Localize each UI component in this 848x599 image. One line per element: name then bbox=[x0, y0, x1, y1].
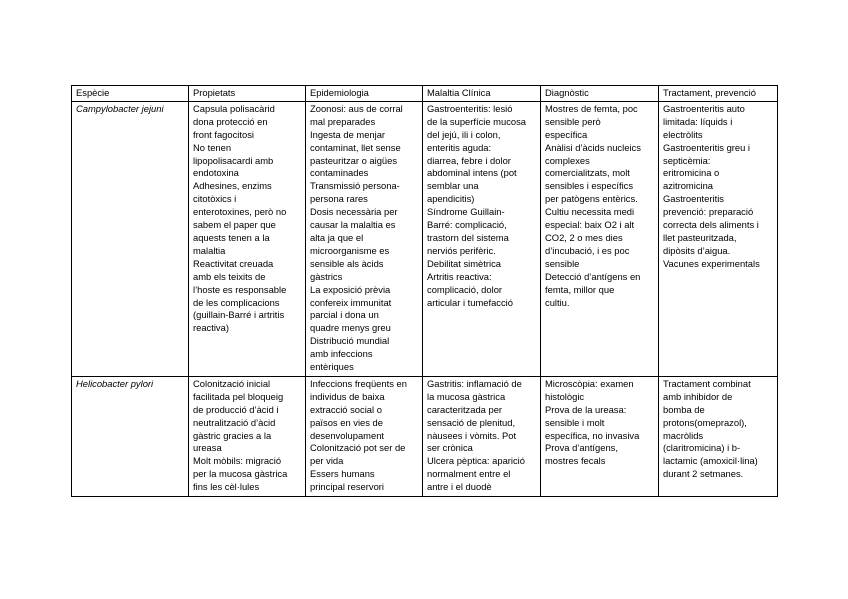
cell-line: la mucosa gàstrica bbox=[427, 390, 506, 402]
cell-line: Prova de la ureasa: bbox=[545, 403, 627, 415]
header-malaltia-clinica: Malaltia Clínica bbox=[423, 86, 541, 102]
cell-line: amb infeccions bbox=[310, 348, 373, 360]
cell-line: de producció d’àcid i bbox=[193, 403, 279, 415]
cell-line: enterotoxines, però no bbox=[193, 206, 287, 218]
cell-line: sensible als àcids bbox=[310, 257, 384, 269]
cell-line: dona protecció en bbox=[193, 115, 268, 127]
cell-line: alta ja que el bbox=[310, 231, 364, 243]
cell-line: No tenen bbox=[193, 141, 232, 153]
cell-line: Detecció d’antígens en bbox=[545, 270, 641, 282]
cell-line: de les complicacions bbox=[193, 296, 280, 308]
cell-line: d’incubació, i es poc bbox=[545, 244, 630, 256]
cell-line: per la mucosa gàstrica bbox=[193, 468, 288, 480]
cell-line: Essers humans bbox=[310, 468, 375, 480]
malaltia-clinica-cell bbox=[423, 376, 541, 496]
cell-line: neutralització d’àcid bbox=[193, 416, 276, 428]
cell-line: causar la malaltia es bbox=[310, 219, 396, 231]
cell-line: Debilitat simètrica bbox=[427, 257, 501, 269]
cell-line: Colonització pot ser de bbox=[310, 442, 406, 454]
cell-line: específica bbox=[545, 128, 588, 140]
cell-line: Gastroenteritis greu i bbox=[663, 141, 751, 153]
cell-line: (guillain-Barré i artritis bbox=[193, 309, 285, 321]
cell-line: Transmissió persona- bbox=[310, 180, 400, 192]
cell-line: Distribució mundial bbox=[310, 335, 390, 347]
cell-line: Ingesta de menjar bbox=[310, 128, 386, 140]
header-propietats: Propietats bbox=[189, 86, 306, 102]
cell-line: apendicitis) bbox=[427, 193, 475, 205]
header-especie: Espècie bbox=[72, 86, 189, 102]
cell-line: Artritis reactiva: bbox=[427, 270, 492, 282]
cell-line: principal reservori bbox=[310, 481, 384, 493]
cell-line: macròlids bbox=[663, 429, 704, 441]
cell-line: histològic bbox=[545, 390, 585, 402]
header-row bbox=[72, 86, 778, 102]
cell-line: antre i el duodè bbox=[427, 481, 492, 493]
diagnostic-cell bbox=[541, 101, 659, 376]
epidemiologia-cell bbox=[306, 101, 423, 376]
cell-line: sensible però bbox=[545, 115, 601, 127]
cell-line: confereix immunitat bbox=[310, 296, 392, 308]
cell-line: protons(omeprazol), bbox=[663, 416, 747, 428]
cell-line: Vacunes experimentals bbox=[663, 257, 760, 269]
cell-line: per vida bbox=[310, 455, 344, 467]
cell-line: Gastroenteritis auto bbox=[663, 102, 745, 114]
cell-line: Infeccions freqüents en bbox=[310, 377, 407, 389]
cell-line: Tractament combinat bbox=[663, 377, 751, 389]
tractament-prevencio-cell bbox=[659, 101, 778, 376]
cell-line: persona rares bbox=[310, 193, 368, 205]
cell-line: fins les cèl·lules bbox=[193, 481, 260, 493]
species-cell: Helicobacter pylori bbox=[72, 376, 189, 496]
cell-line: aquests tenen a la bbox=[193, 231, 270, 243]
cell-line: Anàlisi d’àcids nucleics bbox=[545, 141, 641, 153]
cell-line: ureasa bbox=[193, 442, 222, 454]
cell-line: sabem el paper que bbox=[193, 219, 276, 231]
cell-line: normalment entre el bbox=[427, 468, 511, 480]
propietats-cell bbox=[189, 101, 306, 376]
cell-line: La exposició prèvia bbox=[310, 283, 391, 295]
malaltia-clinica-cell bbox=[423, 101, 541, 376]
cell-line: correcta dels aliments i bbox=[663, 219, 759, 231]
cell-line: Gastritis: inflamació de bbox=[427, 377, 522, 389]
cell-line: complexes bbox=[545, 154, 590, 166]
cell-line: trastorn del sistema bbox=[427, 231, 509, 243]
diagnostic-cell bbox=[541, 376, 659, 496]
cell-line: específica, no invasiva bbox=[545, 429, 640, 441]
cell-line: cultiu. bbox=[545, 296, 570, 308]
cell-line: eritromicina o bbox=[663, 167, 720, 179]
cell-line: dipòsits d’aigua. bbox=[663, 244, 731, 256]
propietats-cell bbox=[189, 376, 306, 496]
cell-line: Gastroenteritis: lesió bbox=[427, 102, 513, 114]
cell-line: Capsula polisacàrid bbox=[193, 102, 275, 114]
cell-line: bomba de bbox=[663, 403, 705, 415]
header-tractament-prevencio: Tractament, prevenció bbox=[659, 86, 778, 102]
cell-line: femta, millor que bbox=[545, 283, 615, 295]
cell-line: azitromicina bbox=[663, 180, 714, 192]
cell-line: Mostres de femta, poc bbox=[545, 102, 638, 114]
cell-line: Microscòpia: examen bbox=[545, 377, 634, 389]
cell-line: endotoxina bbox=[193, 167, 239, 179]
cell-line: Reactivitat creuada bbox=[193, 257, 274, 269]
cell-line: sensible bbox=[545, 257, 580, 269]
cell-line: diarrea, febre i dolor bbox=[427, 154, 511, 166]
cell-line: limitada: líquids i bbox=[663, 115, 733, 127]
cell-line: de la superfície mucosa bbox=[427, 115, 527, 127]
cell-line: Cultiu necessita medi bbox=[545, 206, 635, 218]
cell-line: desenvolupament bbox=[310, 429, 385, 441]
cell-line: electròlits bbox=[663, 128, 703, 140]
cell-line: Dosis necessària per bbox=[310, 206, 398, 218]
cell-line: prevenció: preparació bbox=[663, 206, 754, 218]
cell-line: ser crònica bbox=[427, 442, 473, 454]
cell-line: facilitada pel bloqueig bbox=[193, 390, 284, 402]
cell-line: (claritromicina) i b- bbox=[663, 442, 741, 454]
cell-line: contaminades bbox=[310, 167, 369, 179]
cell-line: per patògens entèrics. bbox=[545, 193, 638, 205]
cell-line: caracteritzada per bbox=[427, 403, 503, 415]
cell-line: quadre menys greu bbox=[310, 322, 391, 334]
cell-line: septicèmia: bbox=[663, 154, 711, 166]
cell-line: països en vies de bbox=[310, 416, 383, 428]
cell-line: llet pasteuritzada, bbox=[663, 231, 737, 243]
cell-line: mal preparades bbox=[310, 115, 376, 127]
cell-line: CO2, 2 o mes dies bbox=[545, 231, 623, 243]
cell-line: l’hoste es responsable bbox=[193, 283, 287, 295]
cell-line: pasteuritzar o aigües bbox=[310, 154, 398, 166]
cell-line: front fagocitosi bbox=[193, 128, 254, 140]
cell-line: Prova d’antígens, bbox=[545, 442, 618, 454]
cell-line: extracció social o bbox=[310, 403, 382, 415]
cell-line: amb els teixits de bbox=[193, 270, 266, 282]
table-row bbox=[72, 376, 778, 496]
bacteria-table bbox=[71, 85, 778, 497]
cell-line: sensible i molt bbox=[545, 416, 605, 428]
cell-line: parcial i dona un bbox=[310, 309, 379, 321]
table-row bbox=[72, 101, 778, 376]
cell-line: malaltia bbox=[193, 244, 226, 256]
cell-line: Molt mòbils: migració bbox=[193, 455, 282, 467]
cell-line: Gastroenteritis bbox=[663, 193, 724, 205]
cell-line: entèriques bbox=[310, 361, 354, 373]
cell-line: articular i tumefacció bbox=[427, 296, 513, 308]
cell-line: gàstrics bbox=[310, 270, 343, 282]
cell-line: lipopolisacardi amb bbox=[193, 154, 274, 166]
tractament-prevencio-cell bbox=[659, 376, 778, 496]
cell-line: especial: baix O2 i alt bbox=[545, 219, 635, 231]
cell-line: semblar una bbox=[427, 180, 479, 192]
cell-line: sensació de plenitud, bbox=[427, 416, 516, 428]
cell-line: Adhesines, enzims bbox=[193, 180, 272, 192]
cell-line: abdominal intens (pot bbox=[427, 167, 517, 179]
cell-line: amb inhibidor de bbox=[663, 390, 733, 402]
cell-line: comercialitzats, molt bbox=[545, 167, 630, 179]
cell-line: contaminat, llet sense bbox=[310, 141, 401, 153]
cell-line: nerviós perifèric. bbox=[427, 244, 496, 256]
cell-line: enteritis aguda: bbox=[427, 141, 492, 153]
header-diagnostic: Diagnòstic bbox=[541, 86, 659, 102]
cell-line: complicació, dolor bbox=[427, 283, 503, 295]
cell-line: microorganisme es bbox=[310, 244, 390, 256]
cell-line: Barré: complicació, bbox=[427, 219, 507, 231]
cell-line: individus de baixa bbox=[310, 390, 385, 402]
species-cell: Campylobacter jejuni bbox=[72, 101, 189, 376]
epidemiologia-cell bbox=[306, 376, 423, 496]
cell-line: nàusees i vòmits. Pot bbox=[427, 429, 517, 441]
cell-line: citotòxics i bbox=[193, 193, 237, 205]
cell-line: gàstric gracies a la bbox=[193, 429, 272, 441]
cell-line: del jejú, ili i colon, bbox=[427, 128, 501, 140]
cell-line: lactamic (amoxicil·lina) bbox=[663, 455, 758, 467]
cell-line: sensibles i específics bbox=[545, 180, 634, 192]
cell-line: Zoonosi: aus de corral bbox=[310, 102, 403, 114]
cell-line: durant 2 setmanes. bbox=[663, 468, 744, 480]
cell-line: Síndrome Guillain- bbox=[427, 206, 505, 218]
cell-line: Ulcera pèptica: aparició bbox=[427, 455, 525, 467]
cell-line: Colonització inicial bbox=[193, 377, 271, 389]
cell-line: reactiva) bbox=[193, 322, 229, 334]
header-epidemiologia: Epidemiologia bbox=[306, 86, 423, 102]
cell-line: mostres fecals bbox=[545, 455, 606, 467]
